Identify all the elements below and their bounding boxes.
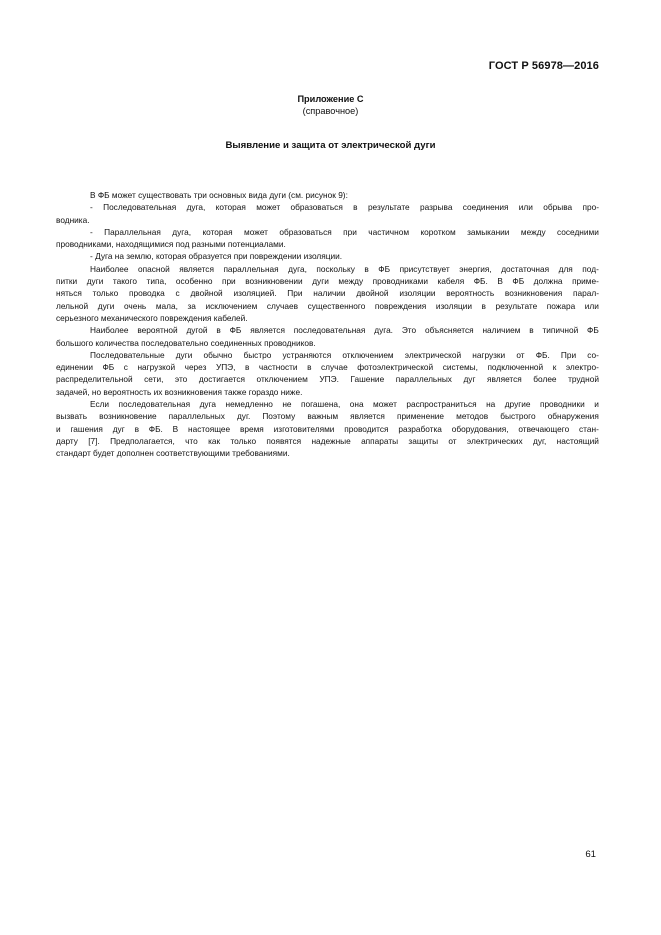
appendix-heading <box>0 93 661 117</box>
page-number: 61 <box>585 849 596 860</box>
text-line: Если последовательная дуга немедленно не погашена, она может распространиться на другие проводники и <box>90 399 599 410</box>
text-line: питки дуги такого типа, особенно при возникновении дуги между проводниками кабеля ФБ. В ФБ должна приме- <box>56 276 599 287</box>
appendix-subtitle: (справочное) <box>302 106 359 116</box>
text-line: распределительной сети, это достигается отключением УПЭ. Гашение параллельных дуг является более трудной <box>56 374 599 385</box>
text-line: Наиболее опасной является параллельная дуга, поскольку в ФБ присутствует энергия, достаточная для под- <box>90 263 599 274</box>
section-title: Выявление и защита от электрической дуги <box>225 140 436 151</box>
text-line: лельной дуги очень мала, за исключением случаев существенного повреждения изоляции в результате пожара или <box>56 300 599 311</box>
text-line: стандарт будет дополнен соответствующими требованиями. <box>56 448 290 459</box>
text-line: проводниками, находящимися под разными потенциалами. <box>56 239 286 250</box>
text-line: серьезного механического повреждения кабелей. <box>56 312 248 323</box>
appendix-title: Приложение С <box>297 94 364 104</box>
text-line: водника. <box>56 214 90 225</box>
text-line: Последовательные дуги обычно быстро устраняются отключением электрической нагрузки от ФБ. При со- <box>90 349 599 360</box>
text-line: - Параллельная дуга, которая может образоваться при частичном коротком замыкании между соседними <box>90 226 599 237</box>
text-line: и гашения дуг в ФБ. В настоящее время изготовителями проводится разработка оборудования, отвечающего стан- <box>56 423 599 434</box>
text-line: В ФБ может существовать три основных вида дуги (см. рисунок 9): <box>90 190 348 200</box>
text-line: няться только проводка с двойной изоляцией. При наличии двойной изоляции вероятность возникновения парал- <box>56 288 599 299</box>
text-line: единении ФБ с нагрузкой через УПЭ, в частности в случае фотоэлектрической системы, подключенной к электро- <box>56 362 599 373</box>
text-line: дарту [7]. Предполагается, что как только появятся надежные аппараты защиты от электрических дуг, настоящий <box>56 435 599 446</box>
text-line: задачей, но вероятность их возникновения также гораздо ниже. <box>56 386 303 397</box>
standard-code: ГОСТ Р 56978—2016 <box>488 60 599 72</box>
text-line: вызвать возникновение параллельных дуг. Поэтому важным является применение методов быстрого обнаружения <box>56 411 599 422</box>
text-line: - Последовательная дуга, которая может образоваться в результате разрыва соединения или обрыва про- <box>90 202 599 213</box>
text-line: большого количества последовательно соединенных проводников. <box>56 337 316 348</box>
text-line: - Дуга на землю, которая образуется при повреждении изоляции. <box>90 251 343 262</box>
body-text <box>56 189 599 460</box>
text-line: Наиболее вероятной дугой в ФБ является последовательная дуга. Это объясняется наличием в типичной ФБ <box>90 325 599 336</box>
